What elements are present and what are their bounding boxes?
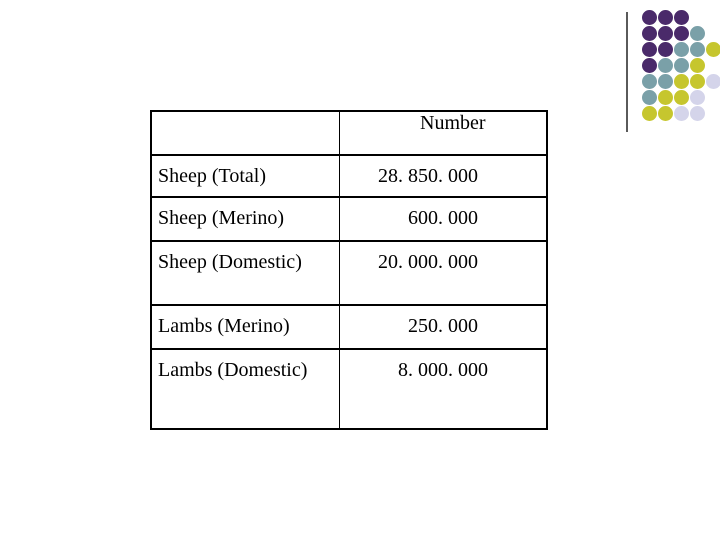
- data-table: [150, 110, 548, 430]
- table-header-row: [151, 111, 547, 155]
- decorative-dot: [674, 106, 689, 121]
- table-row: [151, 349, 547, 429]
- row-label: Sheep (Total): [151, 155, 340, 197]
- decorative-vertical-line: [626, 12, 628, 132]
- decorative-dot: [690, 106, 705, 121]
- decorative-dot: [642, 42, 657, 57]
- decorative-dot: [642, 10, 657, 25]
- decorative-dot: [690, 74, 705, 89]
- header-label-cell: [151, 111, 340, 155]
- decorative-dot: [674, 42, 689, 57]
- decorative-dot: [658, 58, 673, 73]
- decorative-dot: [706, 42, 720, 57]
- decorative-dot: [674, 90, 689, 105]
- decorative-dot: [674, 74, 689, 89]
- table-row: [151, 155, 547, 197]
- row-value: 600. 000: [340, 197, 548, 241]
- decorative-dot: [674, 26, 689, 41]
- row-label: Lambs (Domestic): [151, 349, 340, 429]
- decorative-dot: [690, 42, 705, 57]
- decorative-dot: [690, 90, 705, 105]
- row-value: 250. 000: [340, 305, 548, 349]
- table-row: [151, 241, 547, 305]
- decorative-dot: [674, 58, 689, 73]
- decorative-dot: [706, 74, 720, 89]
- row-label: Lambs (Merino): [151, 305, 340, 349]
- row-label: Sheep (Merino): [151, 197, 340, 241]
- row-value: 8. 000. 000: [340, 349, 548, 429]
- decorative-dot: [674, 10, 689, 25]
- row-label: Sheep (Domestic): [151, 241, 340, 305]
- row-value: 20. 000. 000: [340, 241, 548, 305]
- decorative-dot: [690, 26, 705, 41]
- decorative-dot: [658, 26, 673, 41]
- table-row: [151, 305, 547, 349]
- decorative-dot: [642, 106, 657, 121]
- decorative-dot: [642, 26, 657, 41]
- decorative-dot: [642, 74, 657, 89]
- header-number: Number: [340, 111, 548, 155]
- decorative-dot: [658, 74, 673, 89]
- decorative-dot: [658, 106, 673, 121]
- decorative-dot: [658, 90, 673, 105]
- decorative-dot: [642, 58, 657, 73]
- table-row: [151, 197, 547, 241]
- decorative-dot: [658, 10, 673, 25]
- decorative-dot: [658, 42, 673, 57]
- decorative-dot: [690, 58, 705, 73]
- row-value: 28. 850. 000: [340, 155, 548, 197]
- decorative-dot: [642, 90, 657, 105]
- decorative-dot-grid: [640, 10, 720, 120]
